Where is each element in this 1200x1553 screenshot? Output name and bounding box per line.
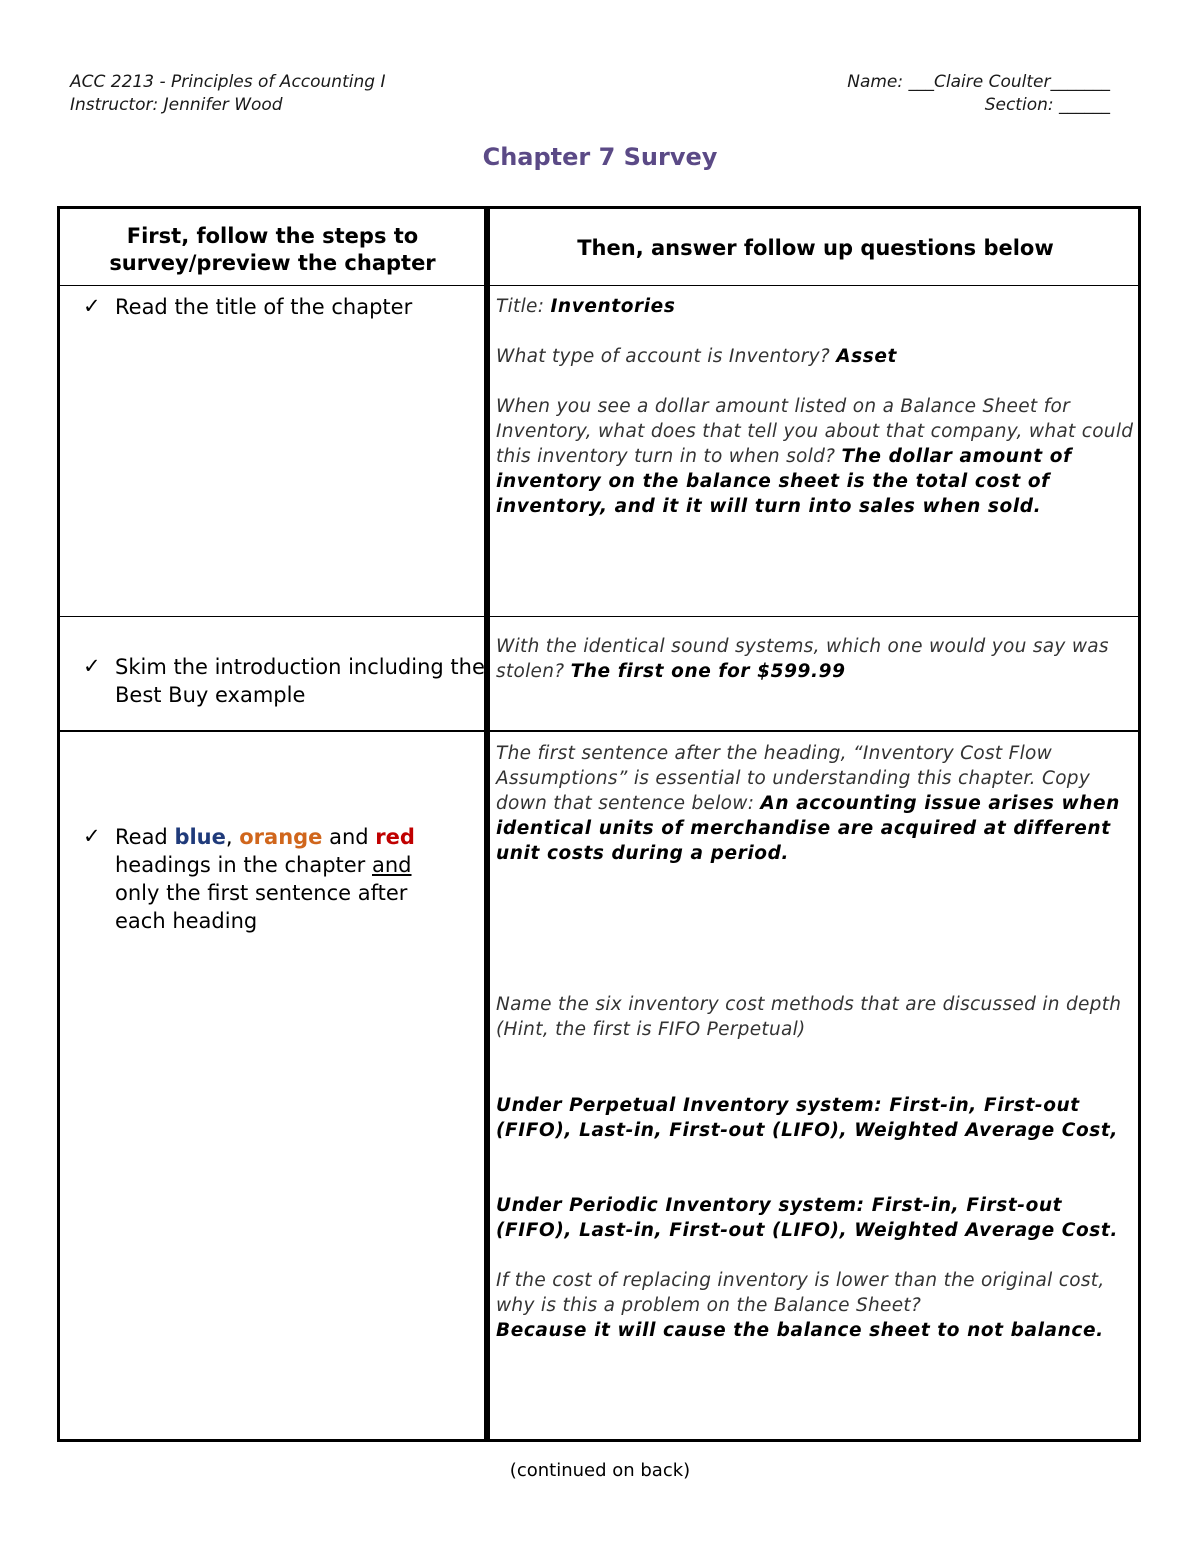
- survey-table: [57, 206, 1141, 1442]
- course-title: ACC 2213 - Principles of Accounting I: [70, 72, 386, 92]
- col1-header: First, follow the steps to survey/preview the chapter: [109, 224, 436, 275]
- question-first-sentence: The first sentence after the heading, “Inventory Cost Flow Assumptions” is essential to understanding this chapter. Copy down that sentence below:: [496, 743, 1091, 814]
- step-text-end: only the first sentence after each heading: [115, 881, 408, 933]
- checkmark-icon: ✓: [83, 824, 101, 848]
- title-answer: Inventories: [550, 296, 676, 317]
- answer-balance-sheet: The dollar amount of inventory on the balance sheet is the total cost of inventory, and it it will turn into sales when sold.: [496, 446, 1072, 517]
- question-balance-sheet: When you see a dollar amount listed on a Balance Sheet for Inventory, what does that tell you about that company, what could this inventory turn in to when sold?: [496, 396, 1134, 467]
- title-line: [496, 294, 1136, 319]
- row2-divider: [60, 730, 1138, 732]
- step-read-headings: [83, 823, 460, 935]
- balance-sheet-line: [496, 394, 1136, 519]
- instructor-name: Instructor: Jennifer Wood: [70, 95, 283, 115]
- replacement-cost-block: [496, 1268, 1141, 1343]
- row1-divider: [60, 616, 1138, 617]
- answer-replacement-cost: Because it will cause the balance sheet to not balance.: [496, 1320, 1104, 1341]
- section-field: Section: ______: [984, 95, 1110, 115]
- first-sentence-block: [496, 741, 1141, 866]
- header-row-divider: [60, 285, 1138, 286]
- step-text-and: and: [322, 825, 376, 849]
- column-divider: [484, 209, 490, 1439]
- title-label: Title:: [496, 296, 551, 317]
- student-name-field: Name: ___Claire Coulter_______: [847, 72, 1110, 92]
- step-text-red: red: [375, 825, 415, 849]
- checkmark-icon: ✓: [83, 654, 101, 678]
- answer-perpetual-methods: Under Perpetual Inventory system: First-in, First-out (FIFO), Last-in, First-out (LIFO), Weighted Average Cost,: [496, 1095, 1118, 1141]
- col2-header: Then, answer follow up questions below: [577, 236, 1054, 260]
- header-right: [847, 71, 1110, 117]
- step-read-title: [83, 293, 495, 321]
- answer-account-type: Asset: [836, 346, 897, 367]
- step-skim-intro: [83, 653, 500, 709]
- step-text-mid: headings in the chapter: [115, 853, 372, 877]
- row3-answers: [496, 741, 1141, 866]
- step-text: Skim the introduction including the Best Buy example: [115, 655, 485, 707]
- step-text-blue: blue: [174, 825, 226, 849]
- question-account-type: What type of account is Inventory?: [496, 346, 837, 367]
- account-type-line: [496, 344, 1136, 369]
- answer-periodic-methods: Under Periodic Inventory system: First-in, First-out (FIFO), Last-in, First-out (LIFO), Weighted Average Cost.: [496, 1195, 1118, 1241]
- cost-methods-question: Name the six inventory cost methods that are discussed in depth (Hint, the first is FIFO Perpetual): [496, 994, 1122, 1040]
- step-text: Read the title of the chapter: [115, 295, 413, 319]
- page-title: Chapter 7 Survey: [482, 143, 718, 171]
- step-text-orange: orange: [239, 825, 323, 849]
- step-text-and-underlined: and: [372, 853, 412, 877]
- header-left: [70, 71, 385, 117]
- question-replacement-cost: If the cost of replacing inventory is lower than the original cost, why is this a problem on the Balance Sheet?: [496, 1270, 1105, 1316]
- answer-first-sentence: An accounting issue arises when identical units of merchandise are acquired at different unit costs during a period.: [496, 793, 1120, 864]
- checkmark-icon: ✓: [83, 294, 101, 318]
- step-text-comma: ,: [225, 825, 240, 849]
- step-text-read: Read: [115, 825, 175, 849]
- question-stolen: With the identical sound systems, which one would you say was stolen?: [496, 636, 1109, 682]
- answer-stolen: The first one for $599.99: [570, 661, 846, 682]
- row2-answers: [496, 634, 1136, 684]
- continued-note: (continued on back): [509, 1460, 691, 1481]
- row1-answers: [496, 294, 1136, 519]
